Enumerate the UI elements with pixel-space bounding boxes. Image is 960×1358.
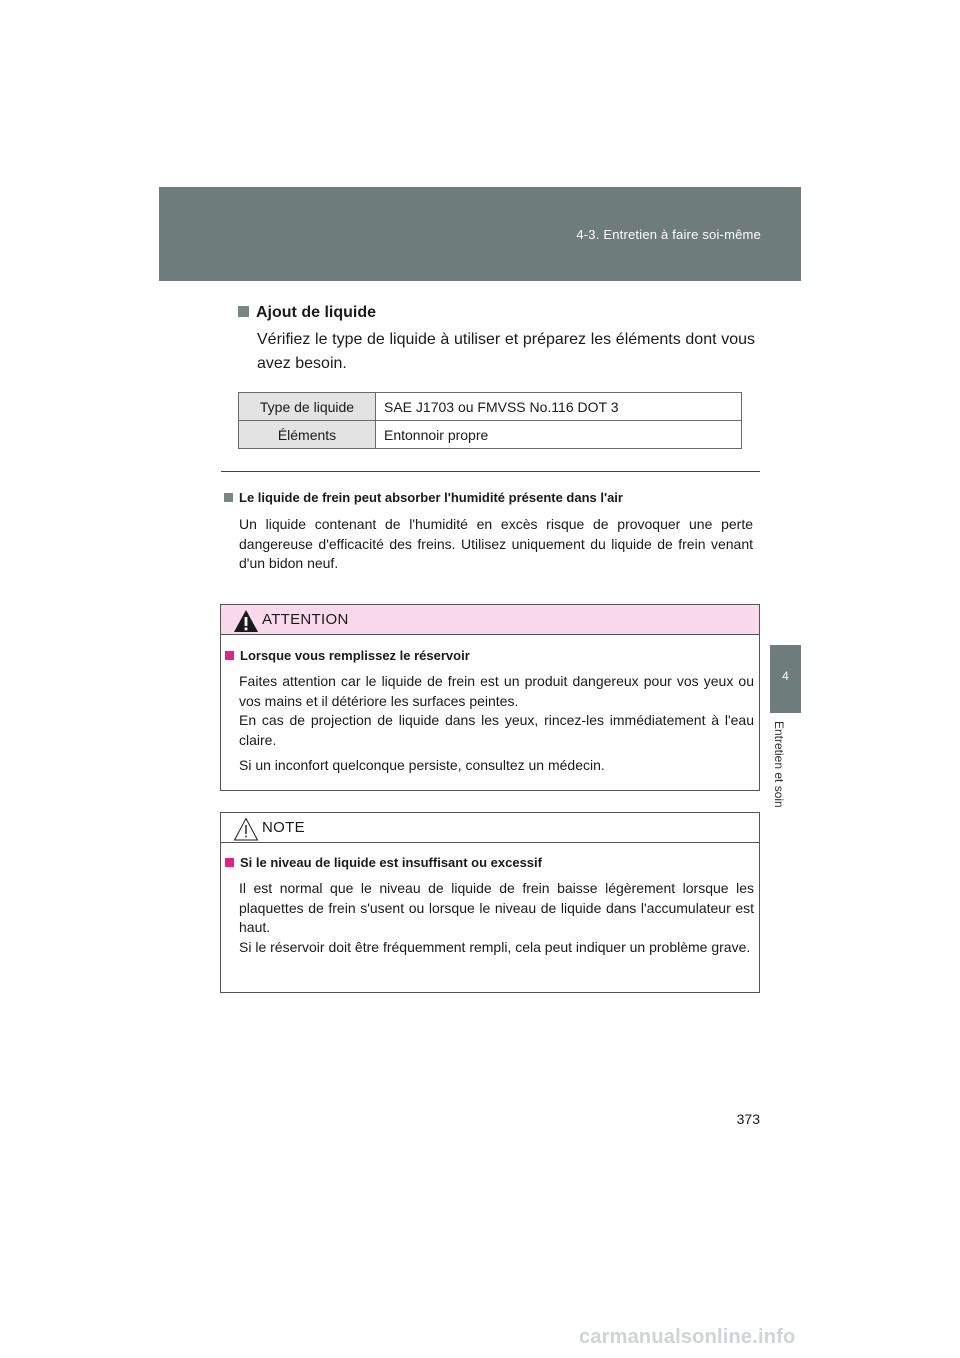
attention-paragraph-2: Si un inconfort quelconque persiste, consultez un médecin. [239, 757, 605, 773]
table-row [239, 421, 742, 449]
fluid-spec-table [238, 392, 742, 449]
attention-subheading [225, 648, 470, 663]
chapter-label: Entretien et soin [772, 721, 786, 808]
info-text: Un liquide contenant de l'humidité en excès risque de provoquer une perte dangereuse d'efficacité des freins. Utilisez uniquement du liquide de frein venant d'un bidon neuf. [239, 516, 753, 571]
attention-subheading-text: Lorsque vous remplissez le réservoir [240, 648, 470, 663]
section-title: 4-3. Entretien à faire soi-même [576, 227, 761, 242]
attention-line: En cas de projection de liquide dans les yeux, rincez-les immédiatement à l'eau claire. [239, 712, 754, 748]
note-box [220, 812, 760, 993]
divider [221, 471, 760, 472]
attention-header [221, 605, 759, 635]
info-heading [224, 490, 623, 505]
note-line: Si le réservoir doit être fréquemment rempli, cela peut indiquer un problème grave. [239, 938, 751, 955]
header-band [159, 187, 801, 281]
attention-box [220, 604, 760, 791]
chapter-label-wrap [770, 713, 801, 833]
info-heading-text: Le liquide de frein peut absorber l'humidité présente dans l'air [239, 490, 623, 505]
square-bullet-icon [238, 306, 249, 317]
watermark: carmanualsonline.info [579, 1326, 796, 1348]
note-title: NOTE [262, 819, 305, 836]
table-value-cell: Entonnoir propre [376, 421, 742, 449]
square-bullet-icon [224, 493, 233, 502]
note-subheading [225, 855, 542, 870]
square-bullet-icon [225, 858, 234, 867]
section-heading-text: Ajout de liquide [256, 304, 376, 321]
table-row [239, 393, 742, 421]
note-header [221, 813, 759, 843]
section-heading-ajout [238, 304, 376, 322]
note-subheading-text: Si le niveau de liquide est insuffisant ou excessif [240, 855, 542, 870]
page-number: 373 [736, 1111, 760, 1127]
warning-triangle-outline-icon [233, 817, 259, 841]
attention-line: Faites attention car le liquide de frein est un produit dangereux pour vos yeux ou vos mains et il détériore les surfaces peintes. [239, 673, 754, 709]
table-label-cell: Type de liquide [239, 393, 376, 421]
chapter-tab [770, 645, 801, 713]
note-line: Il est normal que le niveau de liquide de frein baisse légèrement lorsque les plaquettes de frein s'usent ou lorsque le niveau de liquide dans l'accumulateur est haut. [239, 880, 754, 935]
table-label-cell: Éléments [239, 421, 376, 449]
square-bullet-icon [225, 651, 234, 660]
chapter-number: 4 [782, 669, 789, 683]
attention-paragraph [239, 672, 754, 750]
note-paragraph [239, 879, 754, 957]
warning-triangle-filled-icon [233, 609, 259, 633]
section-intro-text: Vérifiez le type de liquide à utiliser et préparez les éléments dont vous avez besoin. [257, 331, 755, 372]
table-value-cell: SAE J1703 ou FMVSS No.116 DOT 3 [376, 393, 742, 421]
attention-title: ATTENTION [262, 611, 349, 628]
